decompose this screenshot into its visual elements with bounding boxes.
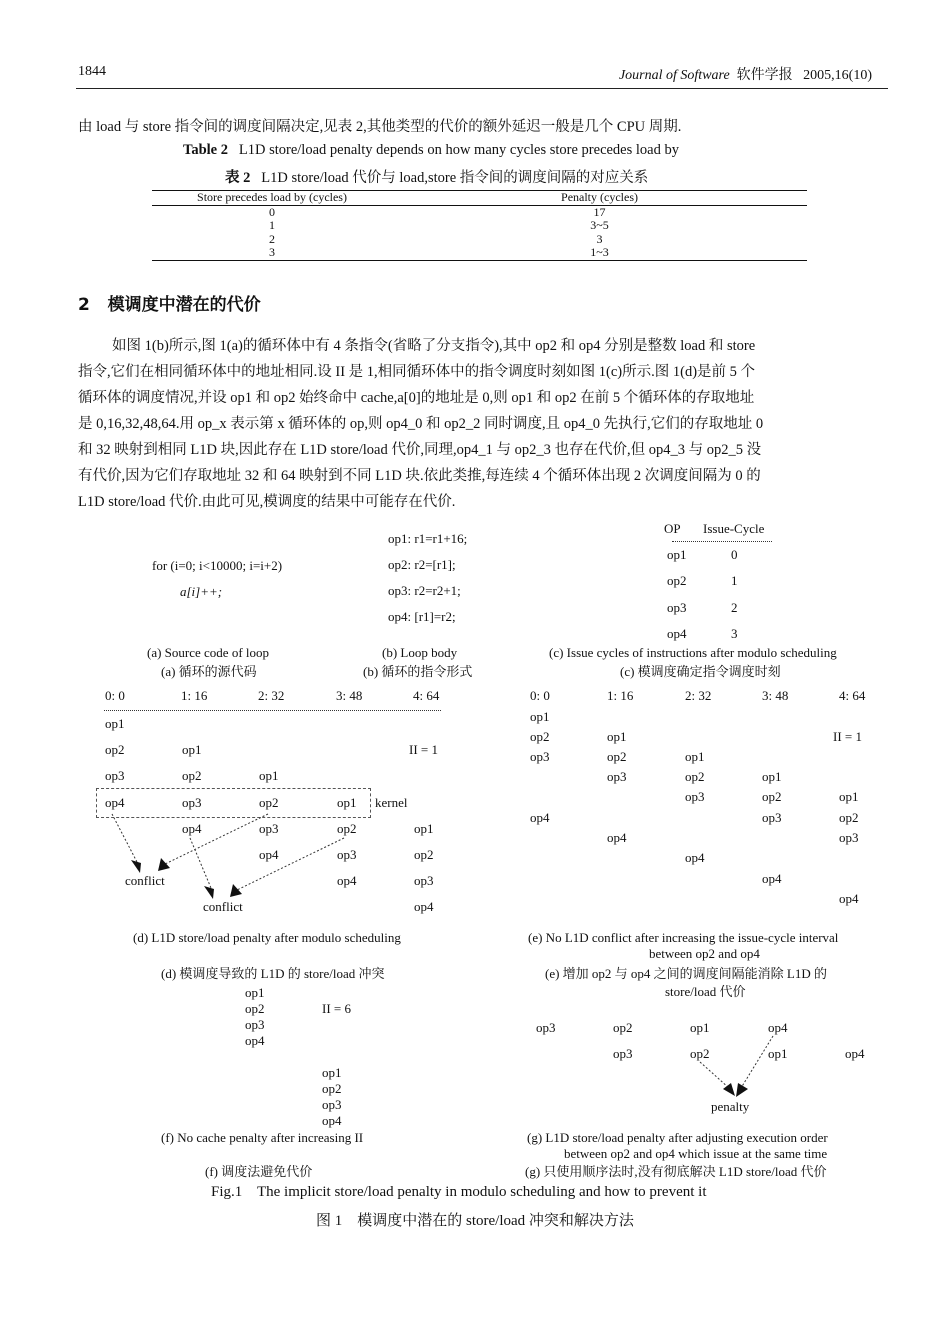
fig-e-op: op4: [530, 810, 550, 825]
table-title-zh: L1D store/load 代价与 load,store 指令间的调度间隔的对应关系: [261, 170, 649, 186]
fig-e-op: op4: [762, 871, 782, 886]
fig-e-caption-zh: store/load 代价: [665, 984, 746, 999]
fig-e-header: 3: 48: [762, 688, 789, 703]
fig-d-op: op2: [259, 795, 279, 810]
table-cell: 3: [152, 246, 392, 260]
fig-d-caption-zh: (d) 模调度导致的 L1D 的 store/load 冲突: [161, 966, 385, 981]
table-cell: 0: [269, 204, 275, 219]
fig-c-op: op2: [667, 573, 687, 588]
fig-c-head-cycle: Issue-Cycle: [703, 521, 765, 536]
fig-d-header: 3: 48: [336, 688, 363, 703]
table-cell: 17: [593, 204, 606, 219]
fig-g-penalty-label: penalty: [711, 1099, 750, 1114]
journal-name: Journal of Software: [618, 68, 730, 83]
fig-e-op: op1: [685, 749, 705, 764]
fig-a-code-line: for (i=0; i<10000; i=i+2): [152, 558, 283, 573]
fig-d-op: op1: [105, 716, 125, 731]
fig-g-arrowhead: [736, 1083, 748, 1097]
fig-e-op: op1: [839, 789, 859, 804]
fig-f-op: op2: [245, 1001, 265, 1016]
table-cell: 3: [596, 231, 603, 246]
fig-d-op: op2: [182, 768, 202, 783]
fig-e-header: 4: 64: [839, 688, 866, 703]
fig-e-op: op2: [762, 789, 782, 804]
fig-b-line: op3: r2=r2+1;: [388, 583, 461, 598]
fig-e-op: op2: [839, 810, 859, 825]
fig-d-op: op4: [259, 847, 279, 862]
fig-d-op: op1: [414, 821, 434, 836]
fig-c-caption-zh: (c) 模调度确定指令调度时刻: [620, 664, 781, 679]
fig-g-op: op2: [613, 1020, 633, 1035]
table-label-en: Table 2: [183, 142, 228, 158]
fig-b-line: op1: r1=r1+16;: [388, 531, 468, 546]
fig-g-arrow-line: [741, 1036, 773, 1088]
fig-d-header: 0: 0: [105, 688, 125, 703]
fig-e-header: 1: 16: [607, 688, 634, 703]
fig-f-op: op3: [322, 1097, 342, 1112]
fig-c-head-op: OP: [664, 521, 681, 536]
fig-b-caption-en: (b) Loop body: [382, 645, 458, 660]
fig-e-ii: II = 1: [833, 729, 862, 744]
fig-f-ii: II = 6: [322, 1001, 351, 1016]
fig-g-op: op1: [690, 1020, 710, 1035]
body-line: 如图 1(b)所示,图 1(a)的循环体中有 4 条指令(省略了分支指令),其中 op2 和 op4 分别是整数 load 和 store: [112, 338, 756, 354]
journal-name-cn: 软件学报: [736, 68, 793, 83]
fig-e-op: op4: [607, 830, 627, 845]
fig-f-op: op1: [245, 985, 265, 1000]
fig-d-op: op3: [105, 768, 125, 783]
fig-c-cycle: 0: [731, 547, 738, 562]
fig-d-caption-en: (d) L1D store/load penalty after modulo scheduling: [133, 930, 401, 945]
fig-b-caption-zh: (b) 循环的指令形式: [363, 664, 473, 679]
fig-d-op: op4: [182, 821, 202, 836]
fig-d-op: op2: [414, 847, 434, 862]
table-header-cell: Store precedes load by (cycles): [152, 191, 392, 206]
fig-g-op: op3: [613, 1046, 633, 1061]
table-cell: 1: [269, 218, 275, 232]
fig-d-op: op1: [259, 768, 279, 783]
fig-g-op: op4: [768, 1020, 788, 1035]
fig-d-header: 1: 16: [181, 688, 208, 703]
fig-c-cycle: 3: [731, 626, 738, 641]
fig-d-header: 2: 32: [258, 688, 285, 703]
fig-e-op: op3: [839, 830, 859, 845]
fig-g-op: op2: [690, 1046, 710, 1061]
fig-d-op: op3: [337, 847, 357, 862]
fig-f-op: op4: [322, 1113, 342, 1128]
fig-d-conflict-label: conflict: [125, 873, 165, 888]
fig-d-op: op2: [337, 821, 357, 836]
intro-line: 由 load 与 store 指令间的调度间隔决定,见表 2,其他类型的代价的额外延迟一般是几个 CPU 周期.: [78, 119, 682, 135]
section-title: 模调度中潜在的代价: [107, 295, 261, 315]
fig-e-op: op4: [685, 850, 705, 865]
fig-d-op: op4: [105, 795, 125, 810]
fig-f-op: op1: [322, 1065, 342, 1080]
fig-d-op: op3: [414, 873, 434, 888]
fig-g-caption-zh: (g) 只使用顺序法时,没有彻底解决 L1D store/load 代价: [525, 1164, 827, 1179]
figure-caption-zh: 图 1 模调度中潜在的 store/load 冲突和解决方法: [316, 1213, 634, 1229]
fig-c-op: op4: [667, 626, 687, 641]
table-cell: 1~3: [392, 246, 807, 260]
fig-d-kernel-label: kernel: [375, 795, 408, 810]
table-cell: 2: [269, 231, 275, 246]
page-number: 1844: [78, 64, 106, 79]
fig-e-header: 2: 32: [685, 688, 712, 703]
fig-e-op: op3: [530, 749, 550, 764]
table-label-zh: 表 2: [225, 170, 251, 186]
fig-g-caption-en: between op2 and op4 which issue at the same time: [564, 1146, 828, 1161]
body-line: 指令,它们在相同循环体中的地址相同.设 II 是 1,相同循环体中的指令调度时刻如图 1(c)所示.图 1(d)是前 5 个: [78, 364, 756, 380]
fig-e-op: op3: [685, 789, 705, 804]
fig-b-line: op2: r2=[r1];: [388, 557, 456, 572]
journal-issue: 2005,16(10): [803, 68, 872, 83]
fig-d-header: 4: 64: [413, 688, 440, 703]
fig-d-op: op1: [182, 742, 202, 757]
fig-e-op: op1: [530, 709, 550, 724]
fig-f-op: op3: [245, 1017, 265, 1032]
fig-f-caption-zh: (f) 调度法避免代价: [205, 1164, 313, 1179]
table-cell: 3~5: [590, 218, 609, 232]
fig-c-op: op3: [667, 600, 687, 615]
fig-e-caption-zh: (e) 增加 op2 与 op4 之间的调度间隔能消除 L1D 的: [545, 966, 828, 981]
body-line: 循环体的调度情况,并设 op1 和 op2 始终命中 cache,a[0]的地址是 0,则 op1 和 op2 在前 5 个循环体的存取地址: [78, 390, 755, 406]
fig-c-caption-en: (c) Issue cycles of instructions after modulo scheduling: [549, 645, 837, 660]
fig-e-caption-en: (e) No L1D conflict after increasing the issue-cycle interval: [528, 930, 839, 945]
fig-f-op: op2: [322, 1081, 342, 1096]
fig-g-op: op4: [845, 1046, 865, 1061]
fig-g-op: op1: [768, 1046, 788, 1061]
fig-e-header: 0: 0: [530, 688, 550, 703]
fig-g-arrowhead: [723, 1083, 735, 1096]
table-header-cell: Penalty (cycles): [392, 191, 807, 206]
fig-c-op: op1: [667, 547, 687, 562]
fig-d-op: op4: [337, 873, 357, 888]
fig-d-ii: II = 1: [409, 742, 438, 757]
fig-e-caption-en: between op2 and op4: [649, 946, 760, 961]
fig-e-op: op4: [839, 891, 859, 906]
fig-g-arrow-line: [700, 1062, 729, 1088]
fig-f-caption-en: (f) No cache penalty after increasing II: [161, 1130, 364, 1145]
fig-e-op: op3: [607, 769, 627, 784]
fig-d-conflict-label: conflict: [203, 899, 243, 914]
fig-e-op: op1: [762, 769, 782, 784]
fig-e-op: op3: [762, 810, 782, 825]
fig-g-caption-en: (g) L1D store/load penalty after adjusting execution order: [527, 1130, 828, 1145]
fig-d-op: op3: [182, 795, 202, 810]
fig-d-op: op4: [414, 899, 434, 914]
section-number: 2: [78, 295, 90, 315]
body-line: 是 0,16,32,48,64.用 op_x 表示第 x 循环体的 op,则 op4_0 和 op2_2 同时调度,且 op4_0 先执行,它们的存取地址 0: [78, 416, 764, 432]
body-line: 有代价,因为它们存取地址 32 和 64 映射到不同 L1D 块.依此类推,每连续 4 个循环体出现 2 次调度间隔为 0 的: [78, 468, 761, 484]
fig-e-op: op1: [607, 729, 627, 744]
figure-caption-en: Fig.1 The implicit store/load penalty in modulo scheduling and how to prevent it: [211, 1184, 707, 1200]
body-line: L1D store/load 代价.由此可见,模调度的结果中可能存在代价.: [78, 494, 456, 510]
fig-c-cycle: 1: [731, 573, 738, 588]
fig-d-op: op1: [337, 795, 357, 810]
fig-a-caption-zh: (a) 循环的源代码: [161, 664, 257, 679]
fig-f-op: op4: [245, 1033, 265, 1048]
fig-d-op: op2: [105, 742, 125, 757]
table-title-en: L1D store/load penalty depends on how many cycles store precedes load by: [238, 142, 679, 158]
fig-e-op: op2: [607, 749, 627, 764]
fig-g-op: op3: [536, 1020, 556, 1035]
fig-b-line: op4: [r1]=r2;: [388, 609, 456, 624]
fig-e-op: op2: [685, 769, 705, 784]
fig-d-op: op3: [259, 821, 279, 836]
fig-a-code-line: a[i]++;: [180, 584, 223, 599]
body-line: 和 32 映射到相同 L1D 块,因此存在 L1D store/load 代价,同理,op4_1 与 op2_3 也存在代价,但 op4_3 与 op2_5 没: [78, 442, 762, 458]
fig-c-cycle: 2: [731, 600, 738, 615]
fig-e-op: op2: [530, 729, 550, 744]
fig-a-caption-en: (a) Source code of loop: [147, 645, 270, 660]
